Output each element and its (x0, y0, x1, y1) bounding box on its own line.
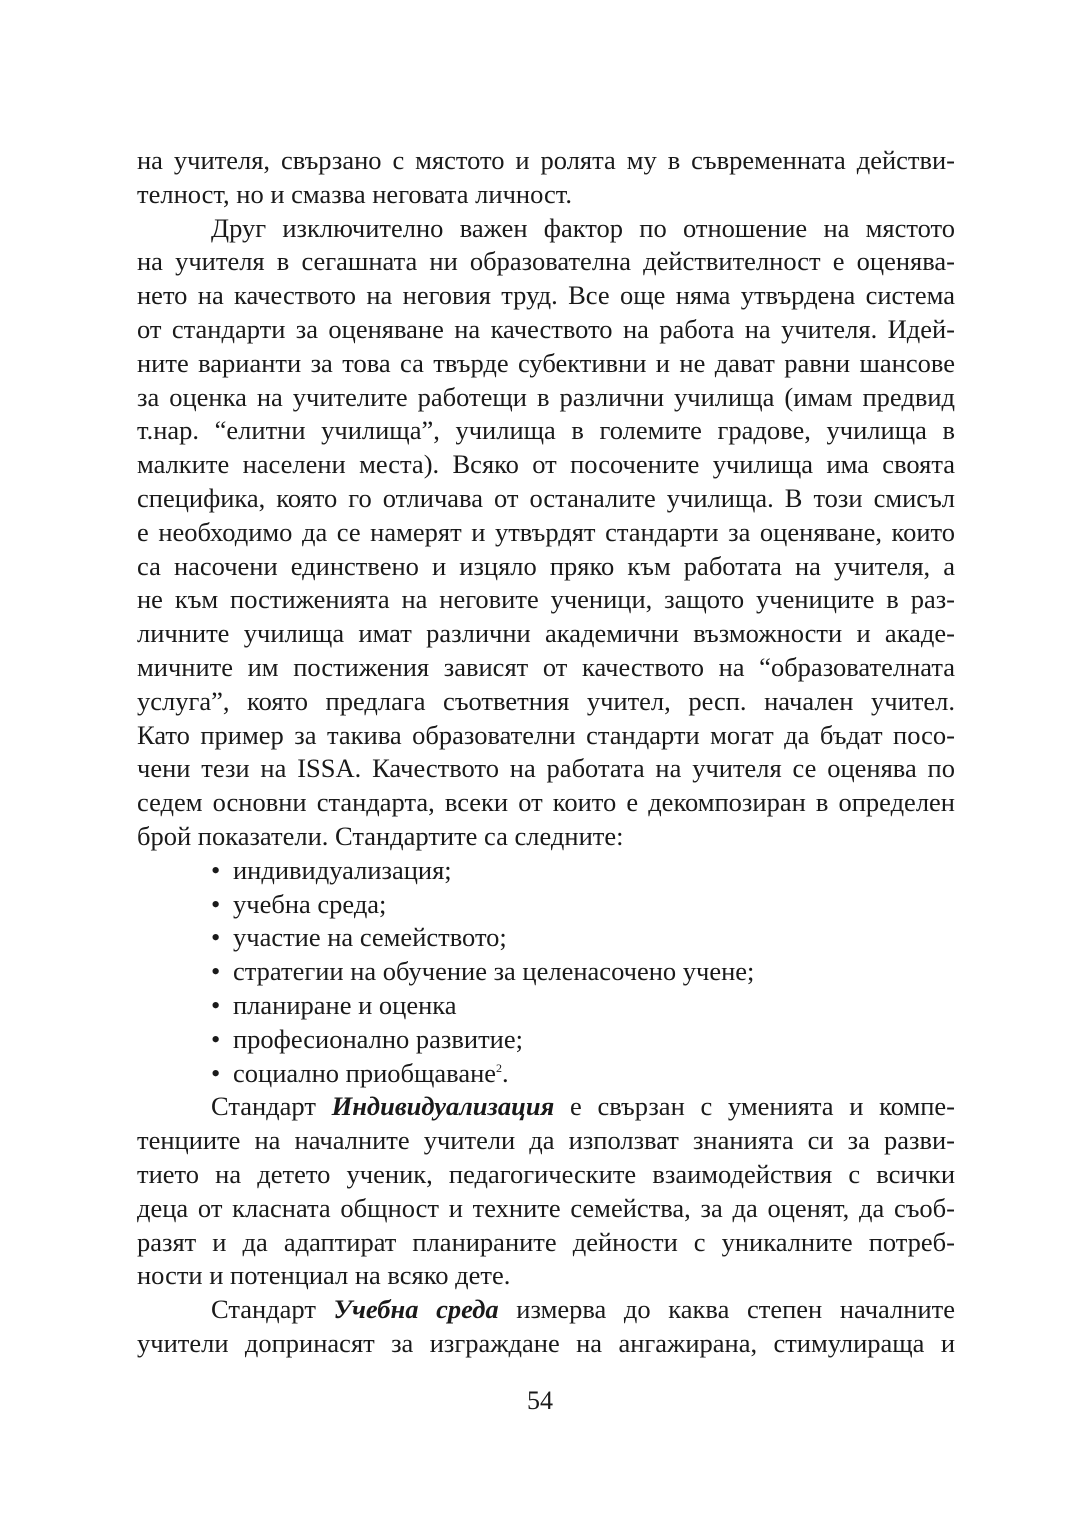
paragraph-line (137, 1293, 955, 1327)
list-item-text: учебна среда; (233, 888, 387, 919)
standard-term: Индивидуализация (331, 1091, 555, 1122)
paragraph-line: телност, но и смазва неговата личност. (137, 178, 572, 209)
paragraph-line: от стандарти за оценяване на качеството на работа на учителя. Идей- (137, 313, 955, 344)
bullet-icon: • (211, 1023, 221, 1054)
list-item (137, 1057, 955, 1091)
list-item (137, 989, 955, 1023)
paragraph-line: мичните им постижения зависят от качеството на “образователната (137, 651, 955, 682)
paragraph-text: измерва до каква степен началните (498, 1294, 955, 1325)
paragraph-text: Стандарт (211, 1091, 332, 1122)
bullet-icon: • (211, 989, 221, 1020)
list-item (137, 888, 955, 922)
list-item-text: планиране и оценка (233, 989, 457, 1020)
body-text (137, 144, 955, 1361)
paragraph-line: ности и потенциал на всяко дете. (137, 1260, 511, 1291)
bullet-icon: • (211, 922, 221, 953)
paragraph-line: услуга”, която предлага съответния учител, респ. начален учител. (137, 685, 955, 716)
list-item-end: . (502, 1057, 509, 1088)
paragraph-line: ните варианти за това са твърде субективни и не дават равни шансове (137, 347, 955, 378)
paragraph-line: са насочени единствено и изцяло пряко към работата на учителя, а (137, 550, 955, 581)
paragraph-line: специфика, която го отличава от останалите училища. В този смисъл (137, 482, 955, 513)
page-number: 54 (527, 1386, 553, 1415)
paragraph-line: тенциите на началните учители да използват знанията си за разви- (137, 1125, 955, 1156)
paragraph-line: седем основни стандарта, всеки от които е декомпозиран в определен (137, 787, 955, 818)
bullet-icon: • (211, 1057, 221, 1088)
paragraph-line: Като пример за такива образователни стандарти могат да бъдат посо- (137, 719, 955, 750)
paragraph-line: разят и да адаптират планираните дейности с уникалните потреб- (137, 1226, 955, 1257)
list-item-text: социално приобщаване (233, 1057, 497, 1088)
paragraph-line (137, 1090, 955, 1124)
paragraph-line: т.нар. “елитни училища”, училища в големите градове, училища в (137, 415, 955, 446)
paragraph-line: тието на детето ученик, педагогическите взаимодействия с всички (137, 1158, 955, 1189)
paragraph-line: деца от класната общност и техните семейства, за да оценят, да съоб- (137, 1192, 955, 1223)
bullet-icon: • (211, 888, 221, 919)
list-item (137, 1023, 955, 1057)
list-item-text: участие на семейството; (233, 922, 507, 953)
bullet-icon: • (211, 854, 221, 885)
paragraph-text: е свързан с уменията и компе- (554, 1091, 955, 1122)
paragraph-line: е необходимо да се намерят и утвърдят стандарти за оценяване, които (137, 516, 955, 547)
paragraph-text: Стандарт (211, 1294, 334, 1325)
list-item-text: индивидуализация; (233, 854, 452, 885)
paragraph-line: нето на качеството на неговия труд. Все още няма утвърдена система (137, 280, 955, 311)
paragraph-line: за оценка на учителите работещи в различни училища (имам предвид (137, 381, 955, 412)
standard-term: Учебна среда (333, 1294, 499, 1325)
paragraph-line: учители допринасят за изграждане на ангажирана, стимулираща и (137, 1327, 955, 1358)
list-item-text: професионално развитие; (233, 1023, 523, 1054)
paragraph-line: Друг изключително важен фактор по отношение на мястото (211, 212, 955, 243)
paragraph-line: на учителя в сегашната ни образователна действителност е оценява- (137, 246, 955, 277)
bullet-icon: • (211, 956, 221, 987)
paragraph-line: на учителя, свързано с мястото и ролята му в съвременната действи- (137, 145, 955, 175)
paragraph-line: личните училища имат различни академични възможности и акаде- (137, 618, 955, 649)
list-item (137, 854, 955, 888)
list-item (137, 955, 955, 989)
paragraph-line: малките населени места). Всяко от посочените училища има своята (137, 449, 955, 480)
paragraph-line: не към постиженията на неговите ученици, защото учениците в раз- (137, 584, 955, 615)
paragraph-line: чени тези на ISSA. Качеството на работата на учителя се оценява по (137, 753, 955, 784)
paragraph-line: брой показатели. Стандартите са следните: (137, 820, 624, 851)
list-item (137, 921, 955, 955)
list-item-text: стратегии на обучение за целенасочено учене; (233, 956, 755, 987)
footnote-marker: 2 (496, 1060, 503, 1075)
